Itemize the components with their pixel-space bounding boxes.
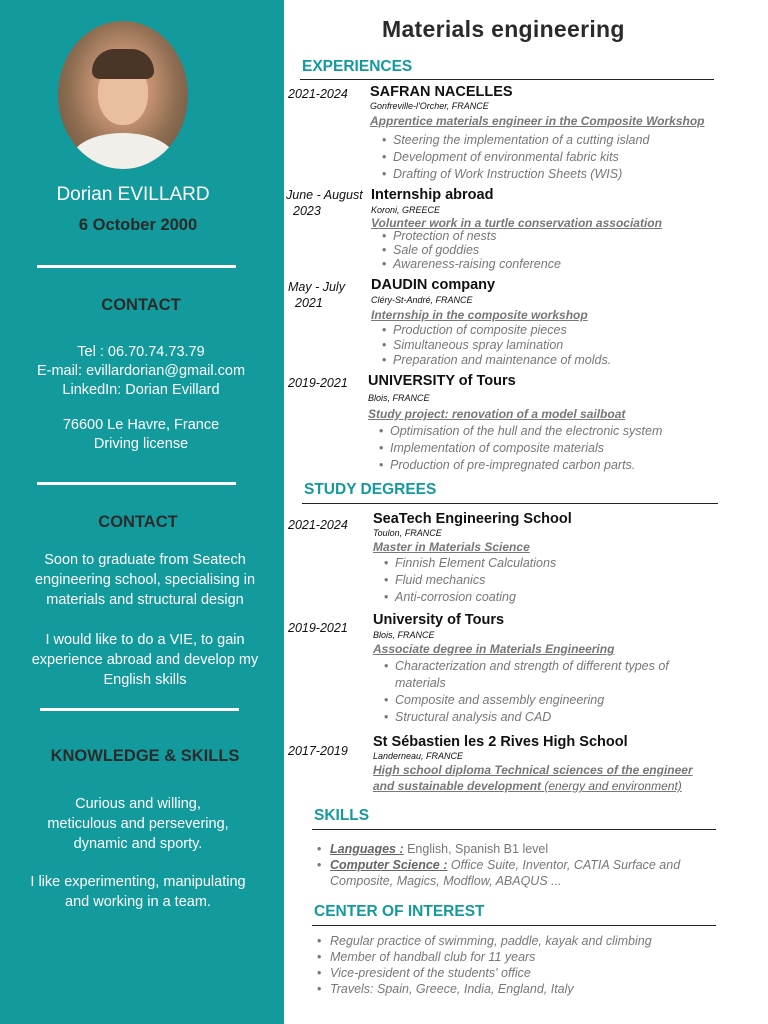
list-item: • Member of handball club for 11 years: [316, 949, 716, 965]
skills-heading: SKILLS: [314, 807, 370, 824]
entry-bullets: [384, 658, 704, 726]
interests-list: [316, 933, 716, 997]
list-item: • Implementation of composite materials: [379, 440, 662, 457]
entry-role: Associate degree in Materials Engineering: [373, 642, 615, 656]
entry-location: Blois, FRANCE: [373, 630, 435, 640]
date-of-birth: 6 October 2000: [78, 216, 198, 234]
contact-license: Driving license: [93, 436, 189, 452]
list-item: • Optimisation of the hull and the electronic system: [379, 423, 662, 440]
skills-text-1: Curious and willing, meticulous and persevering, dynamic and sporty.: [47, 796, 229, 852]
list-item: • Computer Science : Office Suite, Inventor, CATIA Surface and Composite, Magics, Modflow, ABAQUS ...: [316, 857, 716, 889]
skills-heading-sidebar: KNOWLEDGE & SKILLS: [50, 747, 240, 765]
contact-address: 76600 Le Havre, France: [62, 417, 220, 433]
entry-location: Toulon, FRANCE: [373, 528, 442, 538]
entry-date: 2021-2024: [288, 87, 348, 101]
entry-date: June - August: [286, 188, 363, 202]
section-rule: [300, 79, 714, 80]
entry-date: 2023: [293, 204, 321, 218]
entry-bullets: [379, 423, 662, 474]
list-item: • Regular practice of swimming, paddle, kayak and climbing: [316, 933, 716, 949]
entry-role: Apprentice materials engineer in the Composite Workshop: [370, 114, 705, 128]
entry-org: DAUDIN company: [371, 277, 496, 293]
list-item: • Vice-president of the students' office: [316, 965, 716, 981]
list-item: • Drafting of Work Instruction Sheets (WIS): [382, 166, 649, 183]
section-rule: [312, 925, 716, 926]
sidebar: [0, 0, 284, 1024]
section-rule: [302, 503, 718, 504]
profile-heading: CONTACT: [98, 513, 178, 531]
contact-linkedin: LinkedIn: Dorian Evillard: [62, 382, 220, 398]
entry-date: May - July: [288, 280, 345, 294]
interests-heading: CENTER OF INTEREST: [314, 903, 485, 920]
list-item: • Characterization and strength of different types of materials: [384, 658, 704, 692]
list-item: • Protection of nests: [382, 229, 561, 243]
candidate-name: Dorian EVILLARD: [56, 184, 210, 205]
list-item: • Travels: Spain, Greece, India, England, Italy: [316, 981, 716, 997]
entry-org: University of Tours: [373, 612, 505, 628]
sidebar-divider: [40, 708, 239, 711]
list-item: • Production of pre-impregnated carbon parts.: [379, 457, 662, 474]
section-rule: [312, 829, 716, 830]
sidebar-divider: [37, 482, 236, 485]
list-item: • Production of composite pieces: [382, 323, 611, 338]
degrees-heading: STUDY DEGREES: [304, 481, 437, 498]
entry-bullets: [382, 229, 561, 271]
skills-text-2: I like experimenting, manipulating and working in a team.: [30, 874, 246, 910]
entry-bullets: [382, 323, 611, 368]
entry-date: 2017-2019: [288, 744, 348, 758]
entry-date: 2019-2021: [288, 376, 348, 390]
entry-role: High school diploma Technical sciences of the engineer: [373, 763, 693, 777]
experiences-heading: EXPERIENCES: [302, 58, 413, 75]
list-item: • Anti-corrosion coating: [384, 589, 556, 606]
entry-role: Study project: renovation of a model sailboat: [368, 407, 626, 421]
list-item: • Development of environmental fabric kits: [382, 149, 649, 166]
list-item: • Preparation and maintenance of molds.: [382, 353, 611, 368]
entry-date: 2021-2024: [288, 518, 348, 532]
entry-org: SAFRAN NACELLES: [370, 84, 513, 100]
entry-role: Master in Materials Science: [373, 540, 530, 554]
list-item: • Finnish Element Calculations: [384, 555, 556, 572]
list-item: • Fluid mechanics: [384, 572, 556, 589]
entry-location: Landerneau, FRANCE: [373, 751, 464, 761]
profile-photo: [58, 21, 188, 169]
entry-location: Cléry-St-André, FRANCE: [371, 295, 473, 305]
list-item: • Languages : English, Spanish B1 level: [316, 841, 716, 857]
entry-role: Volunteer work in a turtle conservation association: [371, 216, 662, 230]
contact-phone: Tel : 06.70.74.73.79: [77, 344, 205, 360]
profile-text-1: Soon to graduate from Seatech engineering school, specialising in materials and structural design: [34, 552, 256, 608]
entry-role: and sustainable development (energy and environment): [373, 779, 682, 793]
entry-location: Gonfreville-l'Orcher, FRANCE: [370, 101, 489, 111]
skills-list: [316, 841, 716, 889]
entry-org: St Sébastien les 2 Rives High School: [373, 734, 628, 750]
contact-email: E-mail: evillardorian@gmail.com: [36, 363, 246, 379]
list-item: • Sale of goddies: [382, 243, 561, 257]
entry-org: SeaTech Engineering School: [373, 511, 572, 527]
entry-location: Koroni, GREECE: [371, 205, 441, 215]
entry-org: Internship abroad: [371, 187, 494, 203]
list-item: • Structural analysis and CAD: [384, 709, 704, 726]
page-title: Materials engineering: [382, 16, 625, 42]
entry-bullets: [382, 132, 649, 183]
list-item: • Composite and assembly engineering: [384, 692, 704, 709]
entry-org: UNIVERSITY of Tours: [368, 373, 516, 389]
list-item: • Awareness-raising conference: [382, 257, 561, 271]
profile-text-2: I would like to do a VIE, to gain experience abroad and develop my English skills: [31, 632, 259, 688]
entry-location: Blois, FRANCE: [368, 393, 430, 403]
list-item: • Simultaneous spray lamination: [382, 338, 611, 353]
sidebar-divider: [37, 265, 236, 268]
entry-date: 2019-2021: [288, 621, 348, 635]
entry-role: Internship in the composite workshop: [371, 308, 588, 322]
list-item: • Steering the implementation of a cutting island: [382, 132, 649, 149]
entry-role-note: (energy and environment): [544, 779, 682, 793]
contact-heading: CONTACT: [101, 296, 181, 314]
entry-bullets: [384, 555, 556, 606]
entry-date: 2021: [295, 296, 323, 310]
